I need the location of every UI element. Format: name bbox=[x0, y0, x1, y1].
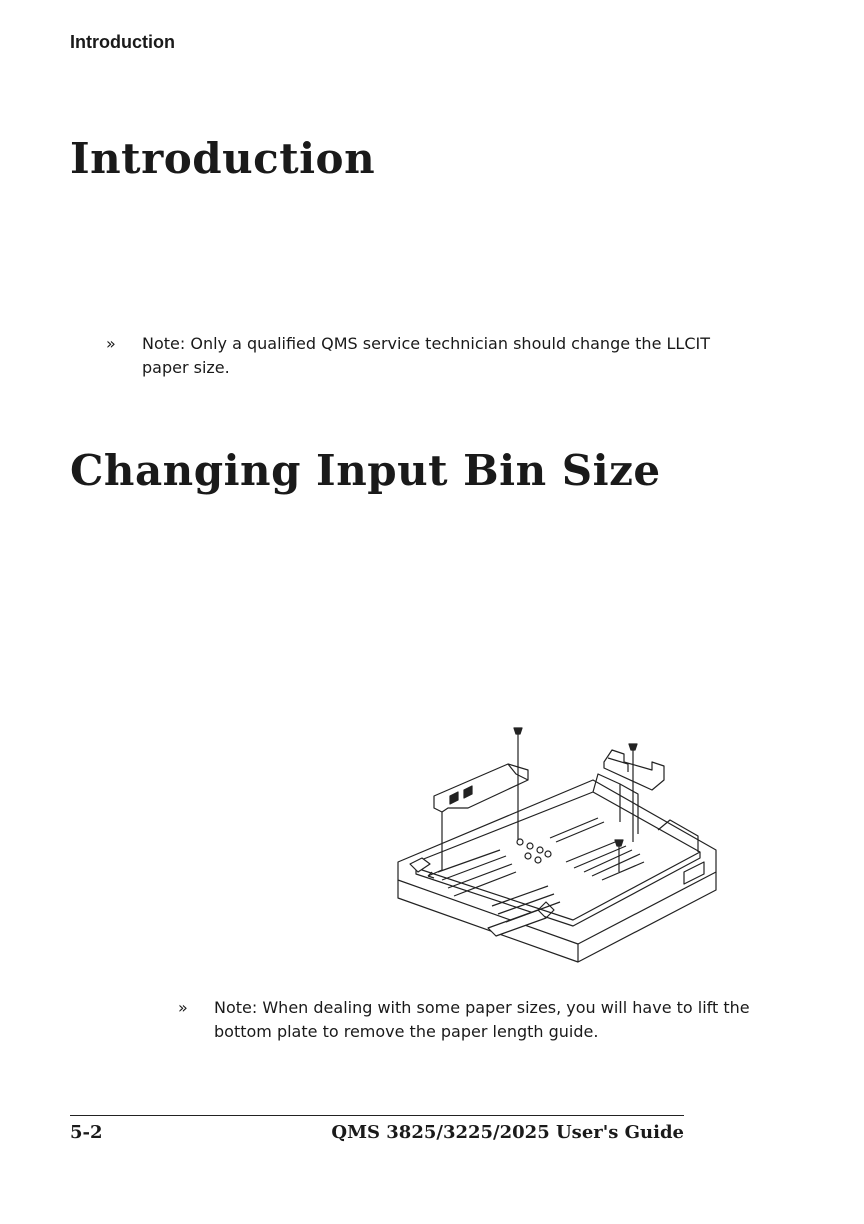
running-header: Introduction bbox=[70, 32, 175, 52]
guide-title: QMS 3825/3225/2025 User's Guide bbox=[331, 1122, 684, 1143]
note-marker: » bbox=[178, 998, 188, 1017]
page-number: 5-2 bbox=[70, 1122, 103, 1143]
note-marker: » bbox=[106, 334, 116, 353]
note-text: Note: When dealing with some paper sizes, you will have to lift the bottom plate to remove the paper length guide. bbox=[214, 998, 750, 1041]
note-technician bbox=[106, 332, 756, 384]
section-title-changing-input-bin-size: Changing Input Bin Size bbox=[70, 446, 661, 495]
footer-rule bbox=[70, 1115, 684, 1116]
section-title-introduction: Introduction bbox=[70, 134, 376, 183]
note-paper-length-guide bbox=[178, 996, 758, 1048]
note-text: Note: Only a qualified QMS service technician should change the LLCIT paper size. bbox=[142, 334, 710, 377]
input-bin-tray-illustration bbox=[388, 722, 724, 968]
